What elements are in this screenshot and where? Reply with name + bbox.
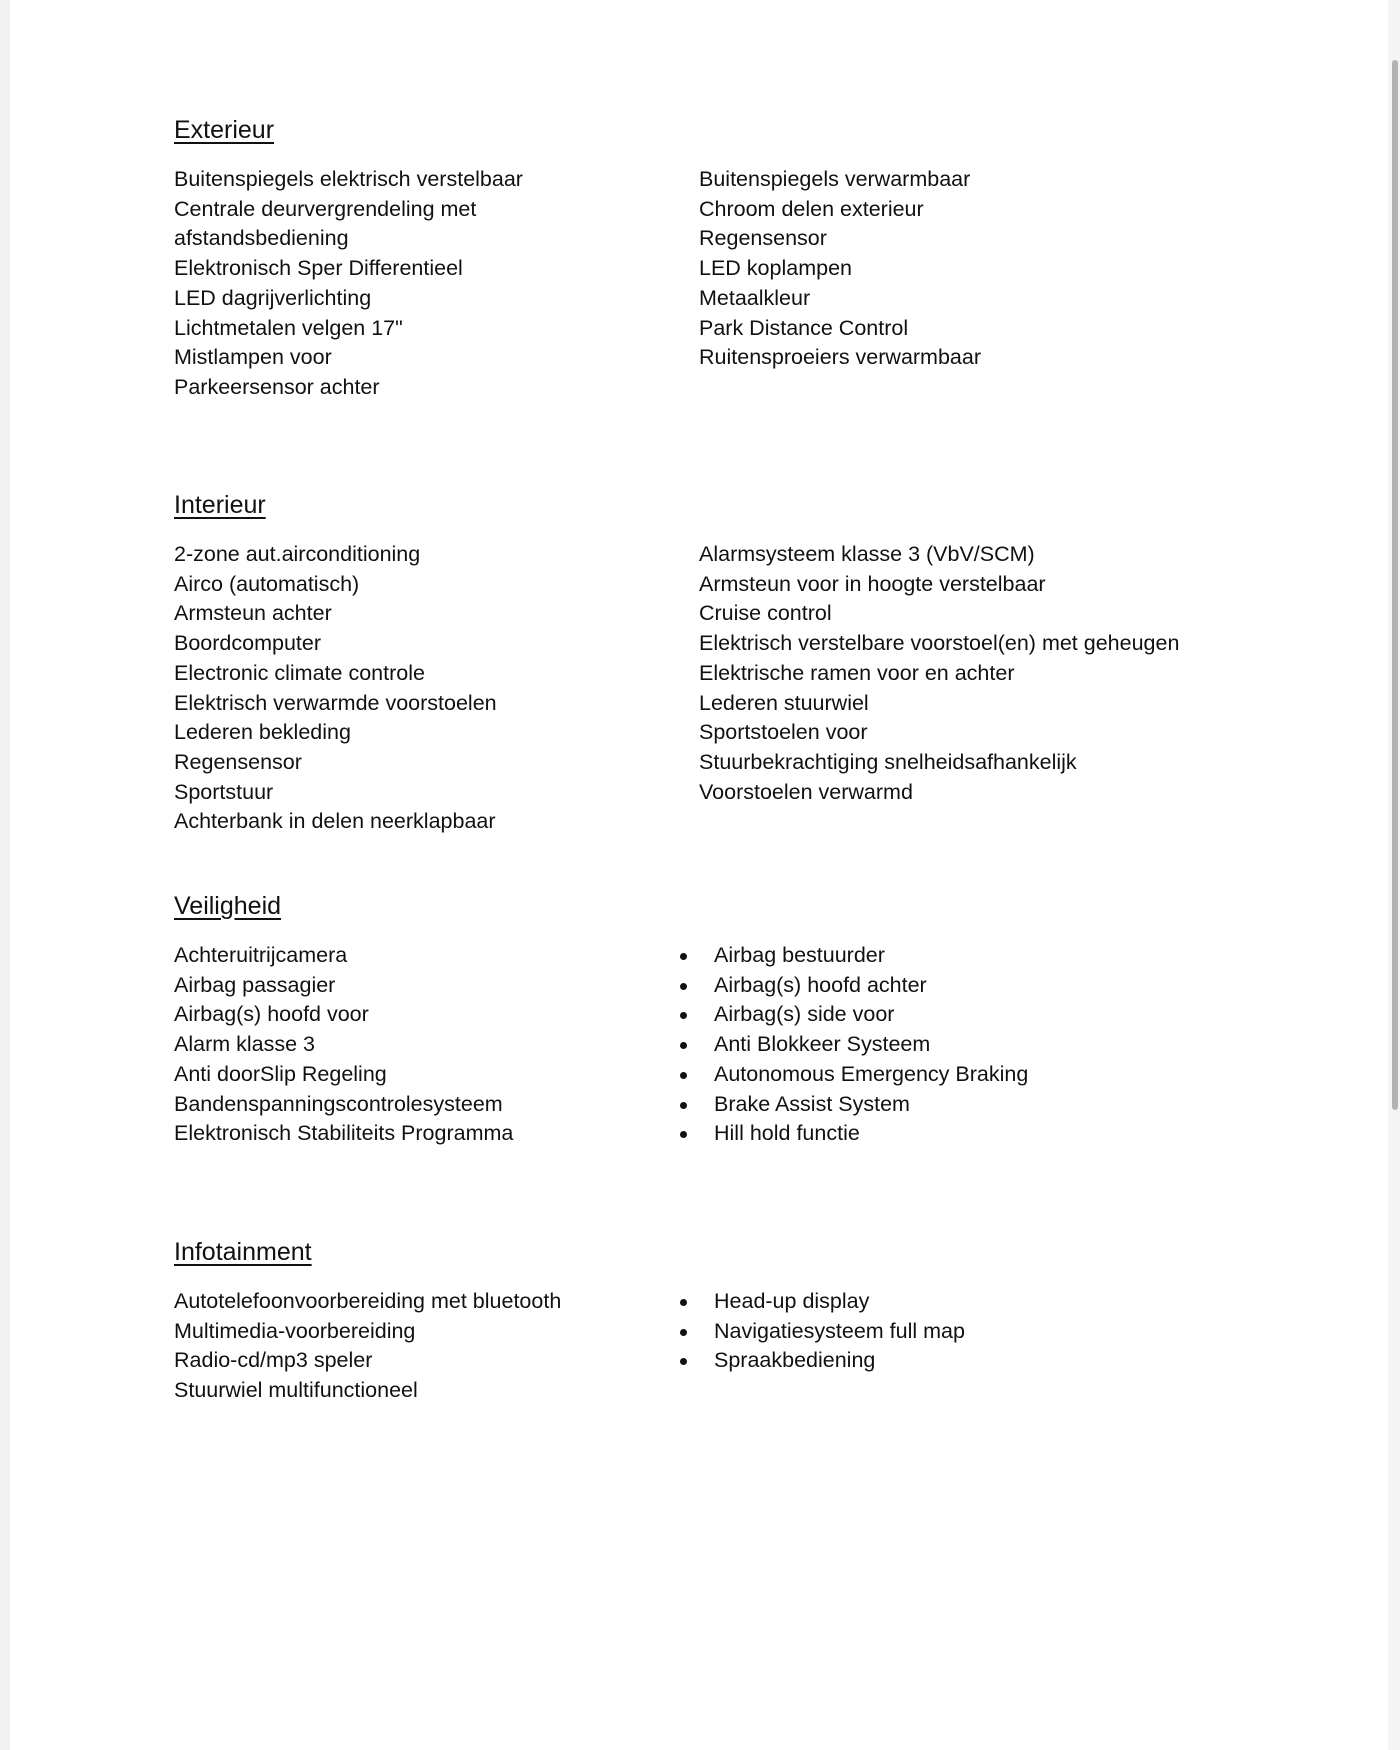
list-item: Regensensor: [174, 749, 302, 774]
list-item: Elektrische ramen voor en achter: [699, 660, 1015, 685]
list-item: Achteruitrijcamera: [174, 943, 348, 967]
list-item: Centrale deurvergrendeling met afstandsbediening: [174, 196, 477, 251]
list-item: Mistlampen voor: [174, 345, 332, 370]
bullet-list-item: Head-up display: [674, 1287, 1249, 1317]
list-item: Lederen stuurwiel: [699, 690, 869, 715]
bullet-list-veiligheid-right: [674, 941, 1249, 1149]
feature-list-exterieur-right: [699, 165, 1274, 373]
list-item: Buitenspiegels verwarmbaar: [699, 167, 971, 191]
vertical-scrollbar[interactable]: [1388, 0, 1400, 1750]
list-item: Airco (automatisch): [174, 571, 360, 596]
columns-exterieur: [174, 165, 1274, 403]
list-item: Alarmsysteem klasse 3 (VbV/SCM): [699, 542, 1035, 566]
list-item: Radio-cd/mp3 speler: [174, 1348, 373, 1373]
list-item: Stuurbekrachtiging snelheidsafhankelijk: [699, 749, 1077, 774]
list-item: Armsteun voor in hoogte verstelbaar: [699, 571, 1046, 596]
section-exterieur: [174, 115, 1274, 403]
list-item: Autotelefoonvoorbereiding met bluetooth: [174, 1289, 562, 1313]
column-left-infotainment: [174, 1287, 699, 1406]
columns-infotainment: [174, 1287, 1274, 1406]
columns-veiligheid: [174, 941, 1274, 1149]
bullet-list-item: Airbag(s) hoofd achter: [674, 971, 1249, 1001]
list-item: Elektrisch verstelbare voorstoel(en) met geheugen: [699, 631, 1180, 656]
list-item: Boordcomputer: [174, 631, 321, 656]
column-left-veiligheid: [174, 941, 699, 1149]
list-item: Airbag(s) hoofd voor: [174, 1002, 369, 1027]
section-heading-infotainment: Infotainment: [174, 1238, 312, 1266]
list-item: LED koplampen: [699, 256, 852, 281]
section-heading-veiligheid: Veiligheid: [174, 892, 282, 920]
list-item: Airbag passagier: [174, 972, 336, 997]
list-item: Sportstoelen voor: [699, 720, 868, 745]
section-infotainment: [174, 1237, 1274, 1406]
section-heading-interieur: Interieur: [174, 491, 266, 519]
feature-list-veiligheid-left: [174, 941, 699, 1149]
list-item: Chroom delen exterieur: [699, 196, 924, 221]
bullet-list-item: Hill hold functie: [674, 1119, 1249, 1149]
column-right-veiligheid: [674, 941, 1249, 1149]
list-item: Elektrisch verwarmde voorstoelen: [174, 690, 497, 715]
bullet-list-item: Spraakbediening: [674, 1346, 1249, 1376]
list-item: LED dagrijverlichting: [174, 285, 372, 310]
column-left-exterieur: [174, 165, 699, 403]
list-item: Parkeersensor achter: [174, 374, 380, 399]
section-heading-exterieur: Exterieur: [174, 116, 275, 144]
list-item: Regensensor: [699, 226, 827, 251]
list-item: Sportstuur: [174, 779, 274, 804]
list-item: Buitenspiegels elektrisch verstelbaar: [174, 167, 523, 191]
bullet-list-item: Brake Assist System: [674, 1090, 1249, 1120]
bullet-list-infotainment-right: [674, 1287, 1249, 1376]
list-item: Electronic climate controle: [174, 660, 425, 685]
column-right-interieur: [699, 540, 1274, 837]
list-item: Cruise control: [699, 601, 832, 626]
bullet-list-item: Navigatiesysteem full map: [674, 1317, 1249, 1347]
section-interieur: [174, 490, 1274, 837]
bullet-list-item: Autonomous Emergency Braking: [674, 1060, 1249, 1090]
list-item: Bandenspanningscontrolesysteem: [174, 1091, 503, 1116]
list-item: 2-zone aut.airconditioning: [174, 542, 421, 566]
section-veiligheid: [174, 891, 1274, 1149]
columns-interieur: [174, 540, 1274, 837]
list-item: Multimedia-voorbereiding: [174, 1318, 416, 1343]
scrollbar-thumb[interactable]: [1392, 60, 1398, 1110]
list-item: Lederen bekleding: [174, 720, 351, 745]
column-right-exterieur: [699, 165, 1274, 403]
document-page: [10, 0, 1388, 1750]
bullet-list-item: Airbag(s) side voor: [674, 1000, 1249, 1030]
column-left-interieur: [174, 540, 699, 837]
feature-list-interieur-left: [174, 540, 699, 837]
list-item: Park Distance Control: [699, 315, 909, 340]
column-right-infotainment: [674, 1287, 1249, 1406]
list-item: Metaalkleur: [699, 285, 811, 310]
list-item: Achterbank in delen neerklapbaar: [174, 809, 496, 834]
feature-list-infotainment-left: [174, 1287, 699, 1406]
list-item: Lichtmetalen velgen 17": [174, 315, 403, 340]
list-item: Alarm klasse 3: [174, 1032, 315, 1057]
bullet-list-item: Anti Blokkeer Systeem: [674, 1030, 1249, 1060]
feature-list-exterieur-left: [174, 165, 699, 403]
list-item: Armsteun achter: [174, 601, 332, 626]
list-item: Voorstoelen verwarmd: [699, 779, 913, 804]
list-item: Elektronisch Sper Differentieel: [174, 256, 463, 281]
list-item: Anti doorSlip Regeling: [174, 1061, 387, 1086]
feature-list-interieur-right: [699, 540, 1274, 807]
list-item: Elektronisch Stabiliteits Programma: [174, 1121, 514, 1146]
list-item: Stuurwiel multifunctioneel: [174, 1378, 418, 1403]
bullet-list-item: Airbag bestuurder: [674, 941, 1249, 971]
list-item: Ruitensproeiers verwarmbaar: [699, 345, 981, 370]
